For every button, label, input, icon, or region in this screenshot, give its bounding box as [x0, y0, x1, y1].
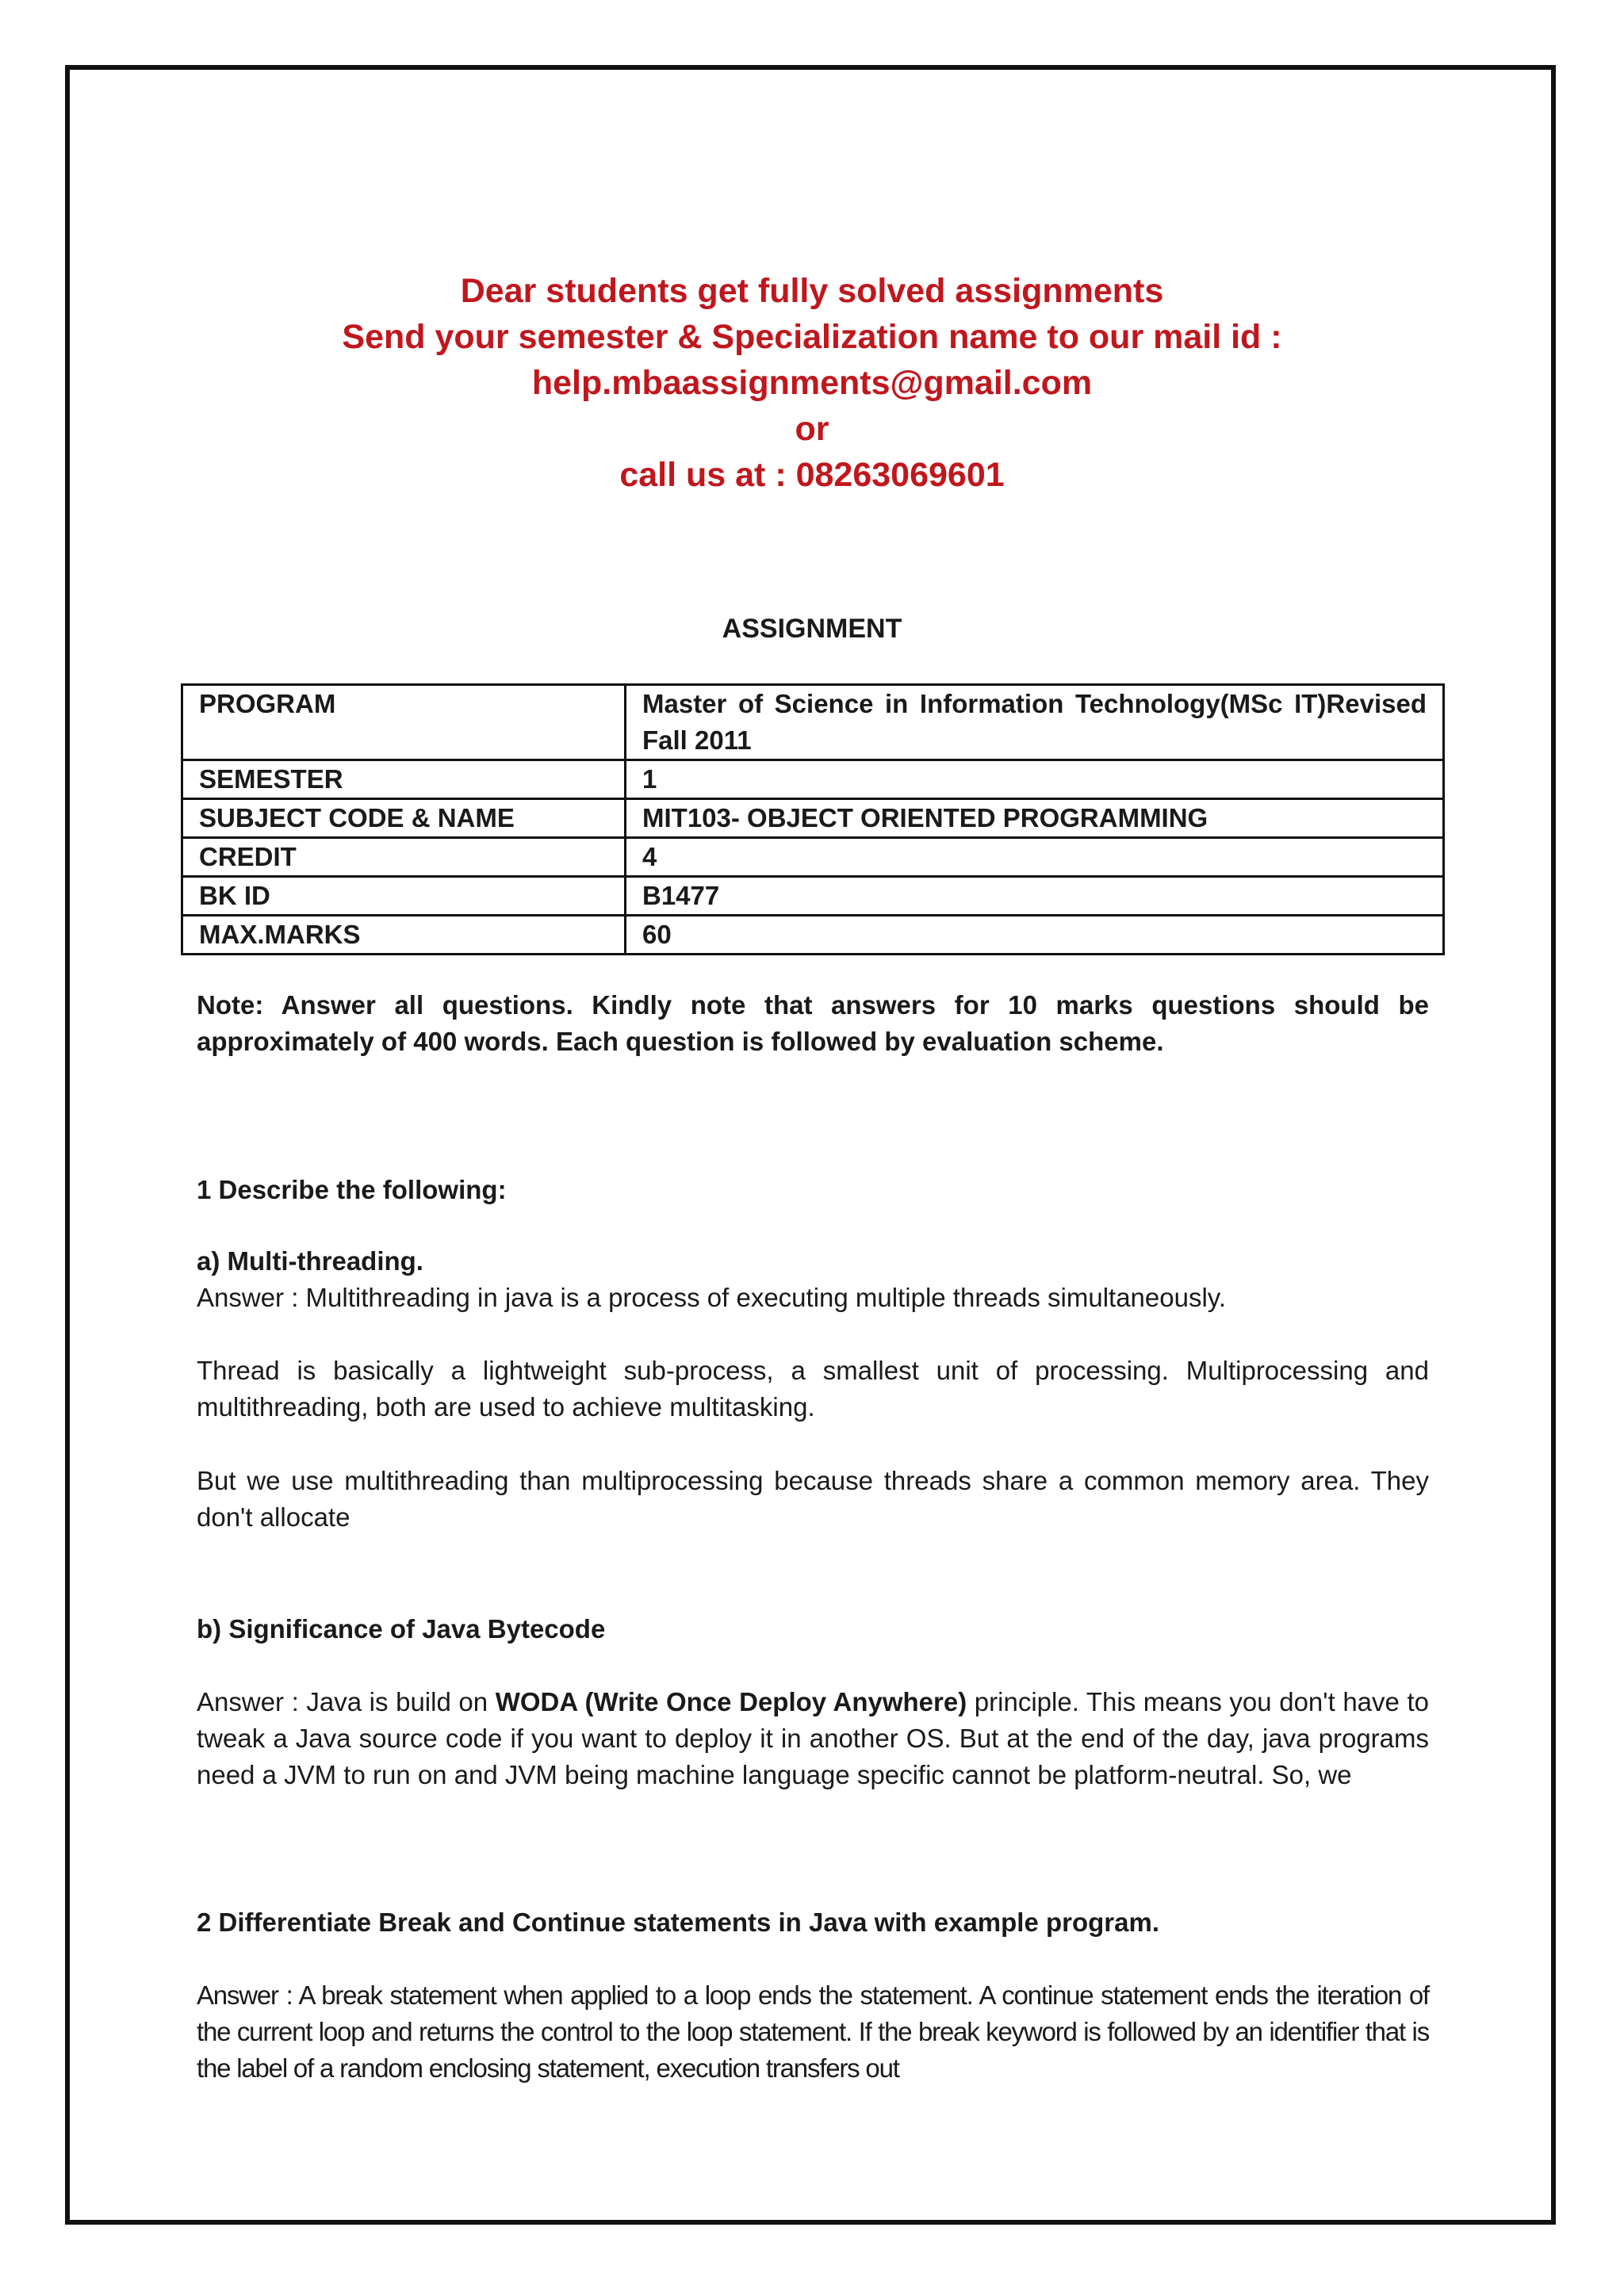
info-table: [181, 683, 1445, 955]
table-row: [182, 916, 1444, 955]
question-1a-answer: Answer : Multithreading in java is a process of executing multiple threads simultaneously.: [197, 1283, 1227, 1312]
table-label: PROGRAM: [182, 685, 626, 760]
table-label: MAX.MARKS: [182, 916, 626, 955]
question-2-answer: Answer : A break statement when applied to a loop ends the statement. A continue statement ends the iteration of the current loop and returns the control to the loop statement. If the break keyword is followed by an identifier that is the label of a random enclosing statement, execution transfers out: [197, 1980, 1429, 2083]
table-row: [182, 685, 1444, 760]
table-row: [182, 838, 1444, 877]
promo-or: or: [795, 410, 829, 448]
assignment-heading: ASSIGNMENT: [722, 614, 902, 644]
question-1b-answer: [197, 1684, 1429, 1793]
answer-text: principle. This means you don't have to tweak a Java source code if you want to deploy it in another OS. But at the end of the day, java programs need a JVM to run on and JVM being machine language specific cannot be platform-neutral. So, we: [197, 1687, 1429, 1789]
table-label: CREDIT: [182, 838, 626, 877]
promo-block: [0, 268, 1624, 498]
table-row: [182, 760, 1444, 799]
table-label: SEMESTER: [182, 760, 626, 799]
promo-line-2: Send your semester & Specialization name to our mail id :: [342, 318, 1282, 356]
table-value: MIT103- OBJECT ORIENTED PROGRAMMING: [626, 799, 1444, 838]
table-value: Master of Science in Information Technology(MSc IT)Revised Fall 2011: [626, 685, 1444, 760]
promo-email[interactable]: help.mbaassignments@gmail.com: [531, 364, 1093, 402]
table-row: [182, 877, 1444, 916]
promo-phone: call us at : 08263069601: [619, 456, 1005, 494]
promo-line-1: Dear students get fully solved assignments: [460, 272, 1164, 310]
answer-text: Answer : Java is build on: [197, 1687, 496, 1716]
question-2-title: 2 Differentiate Break and Continue statements in Java with example program.: [197, 1908, 1160, 1937]
question-1a-paragraph-2: Thread is basically a lightweight sub-process, a smallest unit of processing. Multiprocessing and multithreading, both are used to achieve multitasking.: [197, 1356, 1429, 1422]
question-1b-title: b) Significance of Java Bytecode: [197, 1614, 606, 1644]
question-1-title: 1 Describe the following:: [197, 1175, 507, 1204]
table-value: 1: [626, 760, 1444, 799]
table-value: B1477: [626, 877, 1444, 916]
woda-term: WODA (Write Once Deploy Anywhere): [495, 1687, 967, 1716]
table-value: 60: [626, 916, 1444, 955]
table-row: [182, 799, 1444, 838]
question-1a-paragraph-3: But we use multithreading than multiprocessing because threads share a common memory area. They don't allocate: [197, 1466, 1429, 1532]
table-value: 4: [626, 838, 1444, 877]
table-label: SUBJECT CODE & NAME: [182, 799, 626, 838]
note-text: Note: Answer all questions. Kindly note that answers for 10 marks questions should be approximately of 400 words. Each question is followed by evaluation scheme.: [197, 990, 1429, 1056]
table-label: BK ID: [182, 877, 626, 916]
question-1a-title: a) Multi-threading.: [197, 1246, 423, 1276]
